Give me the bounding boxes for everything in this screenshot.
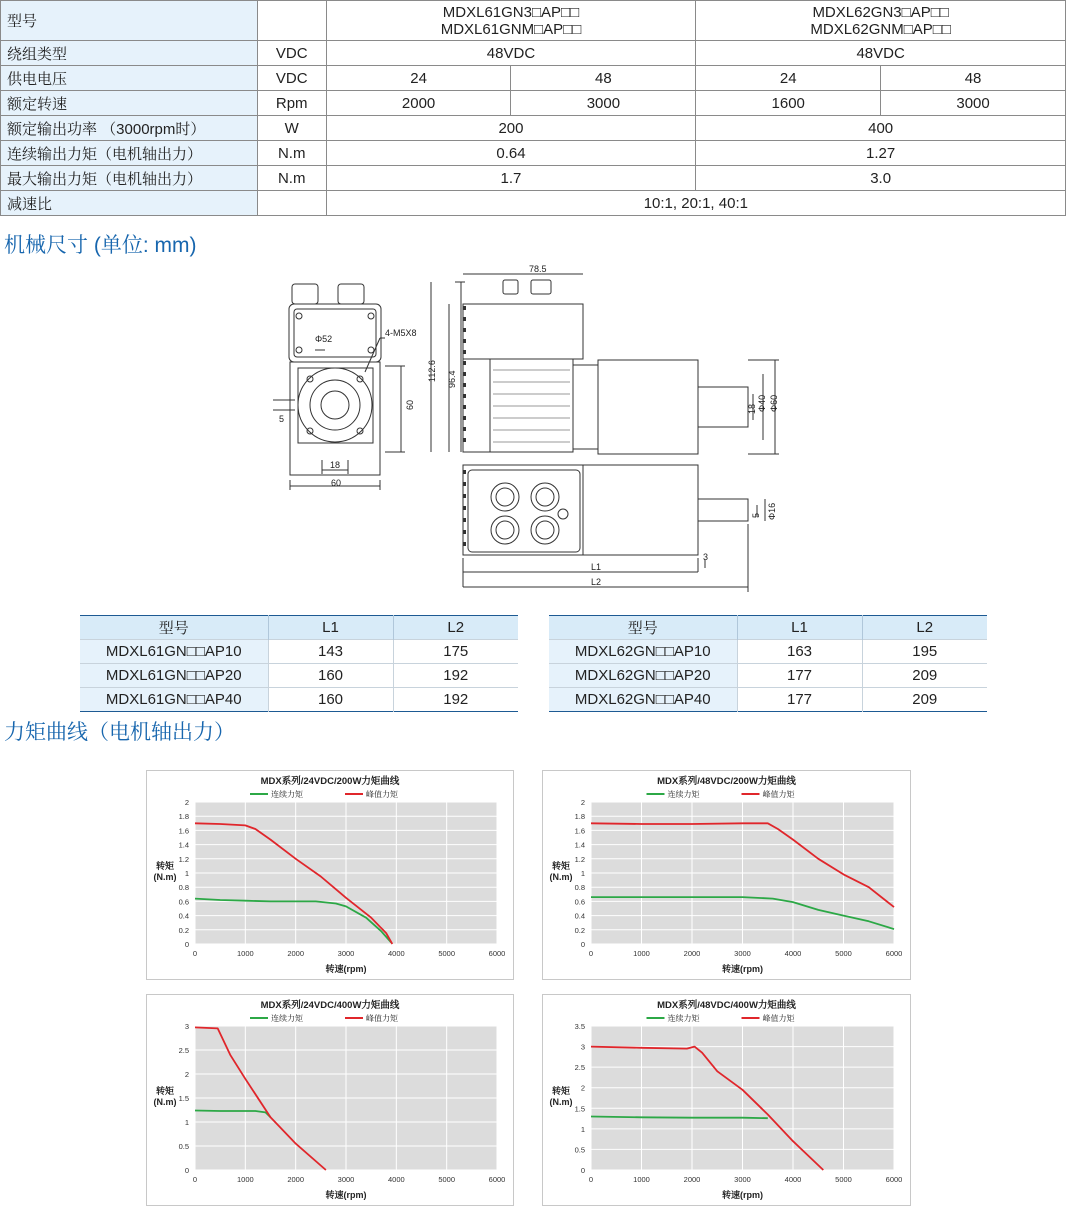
x-tick-label: 3000 (734, 949, 751, 958)
chart-title: MDX系列/48VDC/200W力矩曲线 (657, 776, 796, 787)
legend-label: 峰值力矩 (366, 1014, 398, 1023)
y-tick-label: 3 (580, 1042, 585, 1052)
section-heading-dimensions: 机械尺寸 (单位: mm) (4, 234, 197, 257)
spec-voltage-value: 24 (696, 66, 881, 91)
y-axis-label: 转矩 (551, 861, 571, 871)
spec-ratio-label: 减速比 (1, 191, 258, 216)
spec-table (0, 0, 1066, 216)
y-tick-label: 1 (184, 1118, 189, 1127)
dim-shaft-dia: Φ16 (767, 502, 777, 520)
y-tick-label: 1 (580, 869, 585, 878)
x-tick-label: 2000 (287, 1175, 305, 1184)
y-tick-label: 0.5 (178, 1142, 189, 1151)
legend-label: 峰值力矩 (366, 790, 398, 799)
spec-max-label: 最大输出力矩（电机轴出力） (1, 166, 258, 191)
x-axis-label: 转速(rpm) (325, 1190, 367, 1200)
table-row (80, 688, 518, 712)
dim-table-header: L2 (862, 616, 987, 640)
spec-speed-label: 额定转速 (1, 91, 258, 116)
x-tick-label: 6000 (488, 949, 506, 958)
dim-d52: Φ52 (315, 334, 333, 344)
spec-voltage-unit: VDC (257, 66, 326, 91)
y-tick-label: 0.2 (178, 925, 189, 935)
table-row (549, 664, 987, 688)
x-tick-label: 6000 (488, 1175, 506, 1184)
dim-body-height: 96.4 (447, 370, 457, 388)
spec-power-label: 额定输出功率 （3000rpm时） (1, 116, 258, 141)
spec-winding-b: 48VDC (696, 41, 1066, 66)
x-tick-label: 6000 (885, 1175, 903, 1184)
y-tick-label: 1.6 (574, 826, 585, 836)
y-tick-label: 0.2 (574, 925, 585, 935)
spec-voltage-value: 24 (326, 66, 511, 91)
y-axis-label: 转矩 (155, 1086, 175, 1096)
x-tick-label: 5000 (835, 949, 852, 958)
spec-voltage-value: 48 (511, 66, 696, 91)
chart-title: MDX系列/48VDC/400W力矩曲线 (657, 1000, 796, 1011)
torque-chart-24v-400w (146, 994, 514, 1206)
dim-table-header: L1 (737, 616, 862, 640)
spec-winding-a: 48VDC (326, 41, 696, 66)
x-tick-label: 5000 (438, 949, 456, 958)
spec-max-a: 1.7 (326, 166, 696, 191)
dim-front-height: 60 (405, 399, 415, 410)
y-axis-unit: (N.m) (549, 872, 573, 882)
dim-table-62 (549, 615, 987, 712)
y-tick-label: 1 (580, 1124, 585, 1134)
x-tick-label: 4000 (387, 949, 405, 958)
y-tick-label: 0 (580, 940, 585, 949)
x-tick-label: 1000 (236, 949, 254, 958)
spec-cont-a: 0.64 (326, 141, 696, 166)
spec-voltage-value: 48 (881, 66, 1066, 91)
dim-cell-model: MDXL61GN□□AP40 (80, 688, 268, 712)
dim-l2: L2 (591, 577, 602, 587)
y-tick-label: 1.6 (178, 826, 189, 836)
spec-cont-b: 1.27 (696, 141, 1066, 166)
y-tick-label: 3 (184, 1022, 189, 1031)
y-tick-label: 2.5 (574, 1063, 585, 1073)
dim-side-depth: 78.5 (529, 264, 547, 274)
spec-voltage-label: 供电电压 (1, 66, 258, 91)
x-axis-label: 转速(rpm) (722, 1190, 763, 1200)
legend-label: 连续力矩 (667, 1014, 700, 1023)
dim-key: 5 (751, 512, 761, 518)
x-tick-label: 1000 (633, 949, 650, 958)
x-tick-label: 0 (192, 949, 198, 958)
y-tick-label: 0.4 (574, 911, 585, 921)
x-axis-label: 转速(rpm) (325, 964, 367, 974)
x-axis-label: 转速(rpm) (722, 964, 763, 974)
spec-ratio-unit (257, 191, 326, 216)
x-tick-label: 3000 (337, 949, 355, 958)
y-tick-label: 1.5 (178, 1094, 189, 1103)
legend-label: 连续力矩 (667, 790, 700, 799)
y-tick-label: 1.2 (178, 854, 189, 864)
dim-cell-l1: 160 (268, 688, 393, 712)
dim-front-width: 60 (331, 478, 342, 488)
x-tick-label: 2000 (287, 949, 305, 958)
dim-cell-model: MDXL62GN□□AP10 (549, 640, 737, 664)
dim-flange-dia: Φ60 (769, 394, 779, 412)
y-tick-label: 0 (580, 1166, 585, 1175)
spec-model-unit (257, 1, 326, 41)
y-tick-label: 0.6 (178, 897, 189, 907)
legend-label: 连续力矩 (271, 1014, 303, 1023)
dim-cell-l1: 143 (268, 640, 393, 664)
section-heading-torque: 力矩曲线（电机轴出力） (4, 721, 235, 744)
legend-label: 峰值力矩 (762, 1014, 795, 1023)
y-tick-label: 0.6 (574, 897, 585, 907)
dim-cell-l1: 177 (737, 664, 862, 688)
table-row (549, 640, 987, 664)
spec-power-a: 200 (326, 116, 696, 141)
torque-chart-24v-200w (146, 770, 514, 980)
dim-cell-l2: 192 (393, 688, 518, 712)
dim-l1: L1 (591, 562, 602, 572)
y-tick-label: 3.5 (574, 1022, 585, 1031)
dim-cell-l2: 195 (862, 640, 987, 664)
dim-cell-l1: 177 (737, 688, 862, 712)
dim-cell-l1: 160 (268, 664, 393, 688)
dimension-drawing (265, 262, 805, 597)
x-tick-label: 6000 (885, 949, 903, 958)
y-tick-label: 2 (580, 798, 585, 807)
y-tick-label: 0 (184, 940, 189, 949)
dim-cell-model: MDXL62GN□□AP20 (549, 664, 737, 688)
spec-winding-label: 绕组类型 (1, 41, 258, 66)
y-tick-label: 2 (580, 1083, 585, 1093)
x-tick-label: 4000 (784, 949, 802, 958)
dim-cell-l2: 209 (862, 688, 987, 712)
dim-cell-model: MDXL61GN□□AP20 (80, 664, 268, 688)
legend-label: 峰值力矩 (762, 790, 795, 799)
spec-model-a: MDXL61GN3□AP□□ MDXL61GNM□AP□□ (326, 1, 696, 41)
y-tick-label: 2.5 (178, 1046, 189, 1055)
y-tick-label: 0.5 (574, 1145, 585, 1155)
chart-title: MDX系列/24VDC/200W力矩曲线 (260, 776, 400, 787)
spec-power-unit: W (257, 116, 326, 141)
torque-chart-48v-400w (542, 994, 911, 1206)
y-tick-label: 1 (184, 869, 189, 878)
table-row (80, 664, 518, 688)
x-tick-label: 4000 (784, 1175, 802, 1184)
x-tick-label: 5000 (438, 1175, 456, 1184)
y-tick-label: 1.8 (574, 812, 585, 822)
y-tick-label: 1.5 (574, 1104, 585, 1114)
spec-power-b: 400 (696, 116, 1066, 141)
spec-max-b: 3.0 (696, 166, 1066, 191)
spec-model-b: MDXL62GN3□AP□□ MDXL62GNM□AP□□ (696, 1, 1066, 41)
spec-speed-value: 3000 (881, 91, 1066, 116)
dim-cell-l1: 163 (737, 640, 862, 664)
y-tick-label: 2 (184, 1070, 189, 1079)
dim-m5x8: 4-M5X8 (385, 328, 417, 338)
dim-table-header: 型号 (80, 616, 268, 640)
y-axis-label: 转矩 (551, 1086, 571, 1096)
spec-model-label: 型号 (1, 1, 258, 41)
y-axis-unit: (N.m) (549, 1097, 573, 1107)
spec-cont-unit: N.m (257, 141, 326, 166)
x-tick-label: 3000 (734, 1175, 751, 1184)
y-tick-label: 0.4 (178, 911, 189, 921)
y-tick-label: 0.8 (178, 883, 189, 893)
dim-pilot-dia: Φ40 (757, 394, 767, 412)
spec-cont-label: 连续输出力矩（电机轴出力） (1, 141, 258, 166)
dim-step: 3 (703, 552, 709, 562)
dim-cell-l2: 209 (862, 664, 987, 688)
x-tick-label: 0 (588, 1175, 594, 1184)
spec-winding-unit: VDC (257, 41, 326, 66)
dim-table-header: L1 (268, 616, 393, 640)
x-tick-label: 4000 (387, 1175, 405, 1184)
dim-cell-model: MDXL62GN□□AP40 (549, 688, 737, 712)
x-tick-label: 1000 (633, 1175, 650, 1184)
dim-cell-l2: 175 (393, 640, 518, 664)
dim-table-61 (80, 615, 518, 712)
spec-speed-value: 2000 (326, 91, 511, 116)
spec-speed-value: 3000 (511, 91, 696, 116)
spec-speed-unit: Rpm (257, 91, 326, 116)
legend-label: 连续力矩 (271, 790, 303, 799)
x-tick-label: 0 (588, 949, 594, 958)
y-axis-label: 转矩 (155, 861, 175, 871)
chart-title: MDX系列/24VDC/400W力矩曲线 (260, 1000, 400, 1011)
dim-shaft-len: 18 (747, 403, 757, 414)
table-row (80, 640, 518, 664)
y-tick-label: 0 (184, 1166, 189, 1175)
spec-max-unit: N.m (257, 166, 326, 191)
dim-offset: 5 (279, 414, 285, 424)
dim-table-header: L2 (393, 616, 518, 640)
y-tick-label: 2 (184, 798, 189, 807)
dim-bore: 18 (330, 460, 341, 470)
x-tick-label: 5000 (835, 1175, 852, 1184)
y-tick-label: 0.8 (574, 883, 585, 893)
y-tick-label: 1.2 (574, 854, 585, 864)
y-axis-unit: (N.m) (153, 1097, 177, 1107)
spec-ratio-value: 10:1, 20:1, 40:1 (326, 191, 1065, 216)
y-tick-label: 1.8 (178, 812, 189, 822)
dim-cell-l2: 192 (393, 664, 518, 688)
x-tick-label: 2000 (683, 949, 701, 958)
x-tick-label: 1000 (236, 1175, 254, 1184)
dim-total-height: 112.6 (427, 360, 437, 382)
y-tick-label: 1.4 (574, 840, 585, 850)
y-tick-label: 1.4 (178, 840, 189, 850)
y-axis-unit: (N.m) (153, 872, 177, 882)
dim-cell-model: MDXL61GN□□AP10 (80, 640, 268, 664)
dim-table-header: 型号 (549, 616, 737, 640)
torque-chart-48v-200w (542, 770, 911, 980)
table-row (549, 688, 987, 712)
spec-speed-value: 1600 (696, 91, 881, 116)
x-tick-label: 2000 (683, 1175, 701, 1184)
x-tick-label: 0 (192, 1175, 198, 1184)
x-tick-label: 3000 (337, 1175, 355, 1184)
